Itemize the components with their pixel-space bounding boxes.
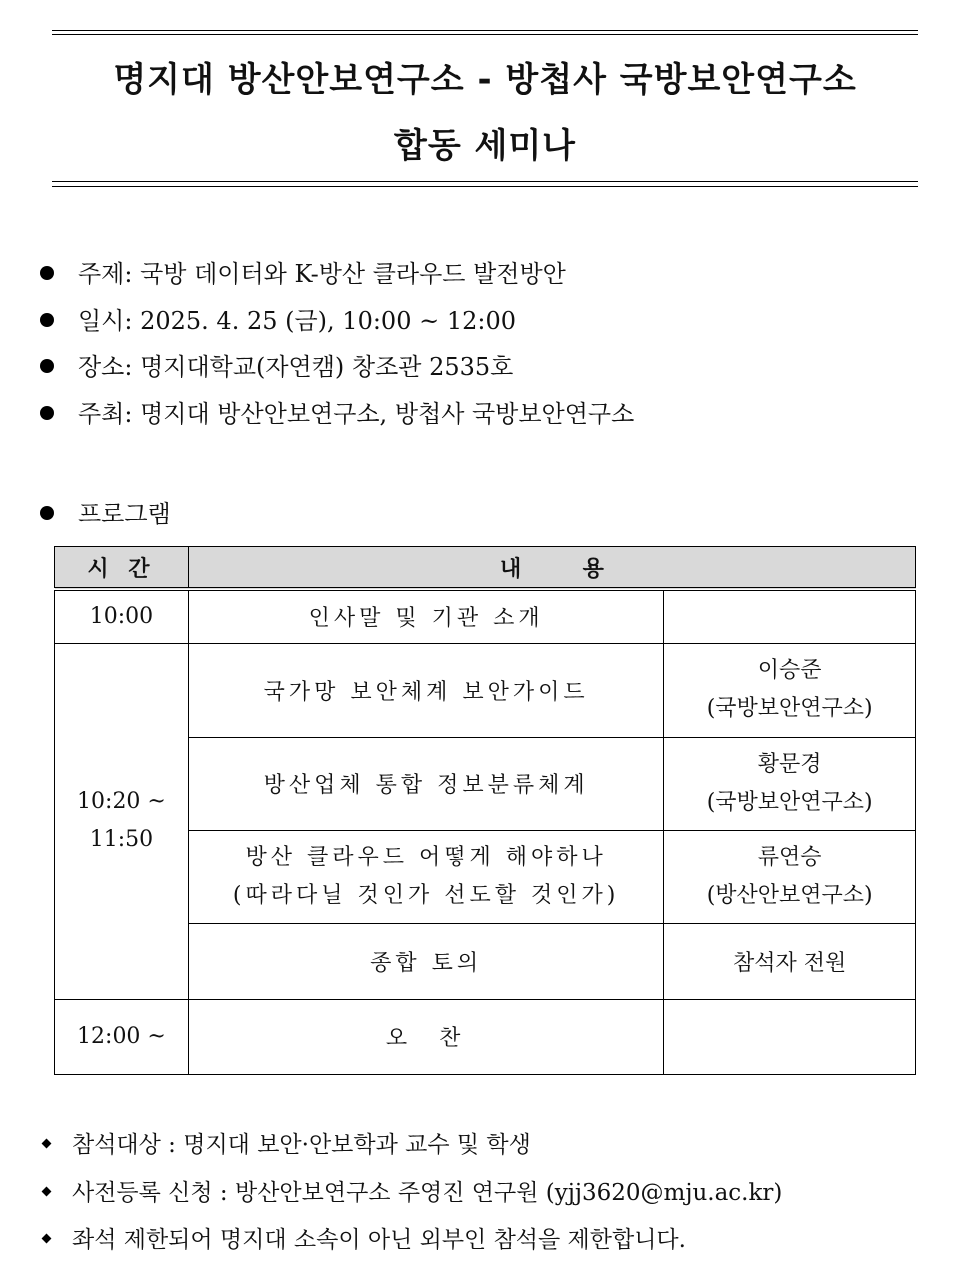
note-registration [40,1174,782,1207]
note-restriction [40,1221,686,1254]
info-label: 장소 [78,353,125,381]
bullet-icon [40,359,54,373]
row-content-cell [188,830,663,923]
table-row [55,999,916,1074]
title-bottom-rule [52,181,918,182]
info-value: 명지대학교(자연캠) 창조관 2535호 [140,353,514,381]
row-speaker-cell [664,830,916,923]
row-time-block [55,643,189,999]
row-speaker-cell [664,643,916,737]
row-content: 종합 토의 [188,923,663,999]
row-speaker [664,589,916,643]
row-speaker [664,999,916,1074]
content-line1: 방산 클라우드 어떻게 해야하나 [245,844,607,870]
speaker-name: 황문경 [757,751,822,777]
row-speaker: 참석자 전원 [664,923,916,999]
row-time: 12:00 ~ [55,999,189,1074]
time-block-line2: 11:50 [89,827,154,852]
program-heading [40,494,171,529]
row-content: 인사말 및 기관 소개 [188,589,663,643]
speaker-org: (국방보안연구소) [706,789,873,815]
title-bottom-rule-2 [52,186,918,187]
info-datetime: 일시: 2025. 4. 25 (금), 10:00 ~ 12:00 [40,301,516,336]
row-content: 오 찬 [188,999,663,1074]
page-title-line2: 합동 세미나 [393,126,577,166]
program-table [54,546,916,1075]
bullet-icon [40,406,54,420]
info-value: 2025. 4. 25 (금), 10:00 ~ 12:00 [140,307,516,335]
note-text: 사전등록 신청 : 방산안보연구소 주영진 연구원 (yjj3620@mju.ac.kr) [72,1180,783,1206]
table-row [55,589,916,643]
table-row [55,643,916,737]
bullet-icon [40,313,54,327]
time-block-line1: 10:20 ~ [77,789,166,814]
title-box [52,30,918,192]
info-location: 장소: 명지대학교(자연캠) 창조관 2535호 [40,347,513,382]
info-label: 주최 [78,400,125,428]
note-text: 좌석 제한되어 명지대 소속이 아닌 외부인 참석을 제한합니다. [72,1227,686,1253]
info-value: 국방 데이터와 K-방산 클라우드 발전방안 [140,260,566,288]
row-speaker-cell [664,737,916,830]
program-label: 프로그램 [78,500,171,528]
row-time: 10:00 [55,589,189,643]
speaker-org: (국방보안연구소) [706,696,873,721]
diamond-bullet-icon [42,1186,52,1196]
info-topic: 주제: 국방 데이터와 K-방산 클라우드 발전방안 [40,254,566,289]
speaker-name: 이승준 [757,658,822,683]
row-content: 국가망 보안체계 보안가이드 [188,643,663,737]
col-header-content: 내 용 [188,547,915,590]
speaker-name: 류연승 [757,844,822,870]
info-label: 주제 [78,260,125,288]
info-host: 주최: 명지대 방산안보연구소, 방첩사 국방보안연구소 [40,394,634,429]
note-attendees [40,1126,531,1159]
diamond-bullet-icon [42,1233,52,1243]
table-header-row [55,547,916,590]
info-value: 명지대 방산안보연구소, 방첩사 국방보안연구소 [140,400,635,428]
row-content: 방산업체 통합 정보분류체계 [188,737,663,830]
page-title-line1: 명지대 방산안보연구소 - 방첩사 국방보안연구소 [113,60,857,100]
title-top-rule-2 [52,34,918,35]
speaker-org: (방산안보연구소) [706,882,873,908]
bullet-icon [40,266,54,280]
content-line2: (따라다닐 것인가 선도할 것인가) [232,882,620,908]
diamond-bullet-icon [42,1138,52,1148]
note-text: 참석대상 : 명지대 보안·안보학과 교수 및 학생 [72,1132,531,1158]
bullet-icon [40,506,54,520]
title-top-rule [52,30,918,31]
col-header-time: 시 간 [55,547,189,590]
info-label: 일시 [78,307,125,335]
